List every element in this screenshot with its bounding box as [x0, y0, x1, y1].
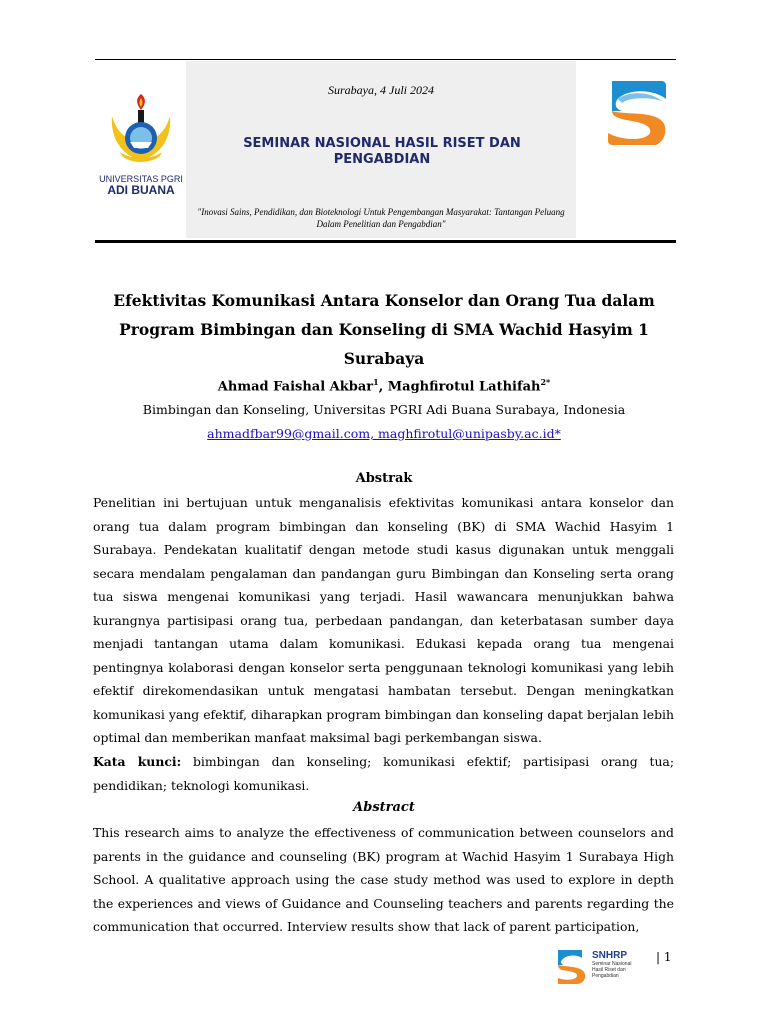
svg-text:Seminar Nasional: Seminar Nasional: [592, 961, 632, 967]
author-emails: [0, 426, 768, 441]
author-separator: ,: [378, 379, 388, 395]
keywords-label: Kata kunci:: [93, 754, 182, 769]
abstrak-heading: Abstrak: [355, 471, 413, 486]
snhrp-footer-logo: [556, 946, 632, 986]
snhrp-s-logo-icon: [604, 75, 670, 150]
svg-text:Pengabdian: Pengabdian: [592, 973, 619, 979]
email-link[interactable]: ahmadfbar99@gmail.com, maghfirotul@unipasby.ac.id*: [207, 426, 561, 441]
svg-text:ADI BUANA: ADI BUANA: [107, 183, 175, 197]
author-affiliation: Bimbingan dan Konseling, Universitas PGRI Adi Buana Surabaya, Indonesia: [142, 402, 626, 417]
svg-text:Hasil Riset dan: Hasil Riset dan: [592, 967, 626, 973]
author-name: Maghfirotul Lathifah: [387, 379, 541, 395]
svg-text:UNIVERSITAS PGRI: UNIVERSITAS PGRI: [99, 174, 183, 184]
abstrak-text: Penelitian ini bertujuan untuk menganalisis efektivitas komunikasi antara konselor dan orang tua dalam program bimbingan dan konseling (BK) di SMA Wachid Hasyim 1 Surabaya. Pendekatan kualitatif dengan metode studi kasus digunakan untuk menggali secara mendalam pengalaman dan pandangan guru Bimbingan dan Konseling serta orang tua siswa mengenai komunikasi yang terjadi. Hasil wawancara menunjukkan bahwa kurangnya partisipasi orang tua, perbedaan pandangan, dan keterbatasan sumber daya menjadi tantangan utama dalam komunikasi. Edukasi kepada orang tua mengenai pentingnya kolaborasi dengan konselor serta penggunaan teknologi komunikasi yang lebih efektif direkomendasikan untuk mengatasi hambatan tersebut. Dengan meningkatkan komunikasi yang efektif, diharapkan program bimbingan dan konseling dapat berjalan lebih optimal dan memberikan manfaat maksimal bagi perkembangan siswa.: [93, 495, 674, 745]
seminar-title: SEMINAR NASIONAL HASIL RISET DAN PENGABDIAN: [243, 136, 521, 167]
abstract-text: This research aims to analyze the effectiveness of communication between counselors and parents in the guidance and counseling (BK) program at Wachid Hasyim 1 Surabaya High School. A qualitative approach using the case study method was used to explore in depth the experiences and views of Guidance and Counseling teachers and parents regarding the communication that occurred. Interview results show that lack of parent participation,: [93, 825, 674, 934]
author-affiliation-mark: 1: [373, 377, 379, 387]
author-name: Ahmad Faishal Akbar: [217, 379, 374, 395]
seminar-date: Surabaya, 4 Juli 2024: [328, 83, 434, 97]
svg-text:SNHRP: SNHRP: [592, 950, 628, 961]
paper-title: Efektivitas Komunikasi Antara Konselor dan Orang Tua dalam Program Bimbingan dan Konseling di SMA Wachid Hasyim 1 Surabaya: [113, 291, 655, 368]
header-top-rule: [95, 59, 676, 60]
seminar-theme: "Inovasi Sains, Pendidikan, dan Bioteknologi Untuk Pengembangan Masyarakat: Tantangan Peluang Dalam Penelitian dan Pengabdian": [197, 207, 565, 229]
keywords-list: bimbingan dan konseling; komunikasi efektif; partisipasi orang tua; pendidikan; teknologi komunikasi.: [93, 754, 674, 793]
page-number: | 1: [656, 950, 672, 964]
keywords: [93, 750, 674, 797]
abstract-heading: Abstract: [353, 800, 415, 815]
university-logo: [100, 90, 182, 196]
header-bottom-rule: [95, 240, 676, 243]
author-line: [0, 377, 768, 394]
author-affiliation-mark: 2*: [540, 377, 551, 387]
